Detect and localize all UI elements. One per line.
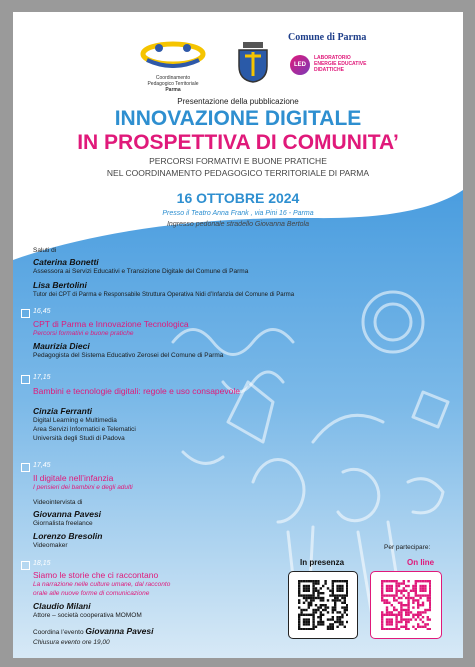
s1-intro: Saluti di [33, 247, 57, 254]
presenza-qr-code[interactable] [298, 580, 348, 630]
s5-subtitle2: orale alle nuove forme di comunicazione [33, 590, 150, 597]
online-qr-code[interactable] [381, 580, 431, 630]
s2-title: CPT di Parma e Innovazione Tecnologica [33, 319, 189, 329]
s4-p1-role: Giornalista freelance [33, 520, 93, 527]
subtitle-line1: PERCORSI FORMATIVI E BUONE PRATICHE [149, 156, 327, 166]
s3-name: Cinzia Ferranti [33, 406, 93, 416]
qr-pattern [298, 580, 348, 630]
s3-role1: Digital Learning e Multimedia [33, 417, 117, 424]
s4-p2-role: Videomaker [33, 542, 68, 549]
s1-time: 16,30 [33, 235, 51, 242]
s2-time: 16,45 [33, 308, 51, 315]
lab-logo-line2: ENERGIE EDUCATIVE [314, 61, 367, 67]
presentation-label: Presentazione della pubblicazione [177, 97, 299, 106]
comune-crest [235, 40, 271, 84]
s5-coord [33, 626, 153, 636]
s3-title: Bambini e tecnologie digitali: regole e uso consapevole [33, 386, 240, 396]
event-entrance: Ingresso pedonale stradello Giovanna Bertola [166, 221, 310, 228]
lab-logo-line3: DIDATTICHE [314, 67, 344, 73]
online-label: On line [407, 558, 435, 567]
lab-logo-mark: LED [290, 55, 310, 75]
subtitle-line2: NEL COORDINAMENTO PEDAGOGICO TERRITORIALE DI PARMA [106, 168, 370, 178]
s2-subtitle: Percorsi formativi e buone pratiche [33, 330, 134, 337]
s2-role: Pedagogista del Sistema Educativo Zerosei del Comune di Parma [33, 352, 224, 359]
coord-logo-line1: Coordinamento [155, 75, 191, 81]
online-qr-frame[interactable] [370, 571, 442, 639]
coord-logo-icon [133, 38, 213, 68]
coord-logo-line2: Pedagogico Territoriale [147, 81, 199, 87]
s4-subtitle: I pensieri dei bambini e degli adulti [33, 484, 133, 491]
time-marker [21, 375, 30, 384]
title-line2: IN PROSPETTIVA DI COMUNITA’ [77, 131, 399, 154]
s1-p1-role: Assessora ai Servizi Educativi e Transizione Digitale del Comune di Parma [33, 268, 249, 275]
s2-name: Maurizia Dieci [33, 341, 90, 351]
s1-p1-name: Caterina Bonetti [33, 257, 99, 267]
s3-role3: Università degli Studi di Padova [33, 435, 125, 442]
s3-time: 17,15 [33, 374, 51, 381]
time-marker [21, 236, 30, 245]
presenza-label: In presenza [300, 558, 345, 567]
s5-closing: Chiusura evento ore 19,00 [33, 639, 110, 646]
presenza-qr-frame[interactable] [288, 571, 358, 639]
s5-title: Siamo le storie che ci raccontano [33, 570, 159, 580]
comune-name: Comune di Parma [288, 32, 367, 43]
coord-logo-line3: Parma [165, 87, 181, 93]
s1-p2-name: Lisa Bertolini [33, 280, 87, 290]
crest-icon [235, 40, 271, 84]
s4-intro: Videointervista di [33, 499, 83, 506]
participate-label: Per partecipare: [384, 544, 431, 551]
title-line1: INNOVAZIONE DIGITALE [114, 107, 362, 130]
s4-p1-name: Giovanna Pavesi [33, 509, 102, 519]
time-marker [21, 463, 30, 472]
s3-role2: Area Servizi Informatici e Telematici [33, 426, 136, 433]
s5-role: Attore – società cooperativa MOMOM [33, 612, 142, 619]
s4-time: 17,45 [33, 462, 51, 469]
s4-p2-name: Lorenzo Bresolin [33, 531, 103, 541]
s4-title: Il digitale nell’infanzia [33, 473, 114, 483]
coord-label: Coordina l’evento [33, 629, 84, 636]
time-marker [21, 561, 30, 570]
event-date: 16 OTTOBRE 2024 [176, 190, 300, 206]
time-marker [21, 309, 30, 318]
lab-logo [290, 53, 380, 83]
s5-time: 18,15 [33, 560, 51, 567]
event-poster [13, 12, 463, 658]
s5-subtitle1: La narrazione nelle culture umane, dal racconto [33, 581, 171, 588]
s1-p2-role: Tutor dei CPT di Parma e Responsabile Struttura Operativa Nidi d’Infanzia del Comune di Parma [33, 291, 295, 298]
lab-logo-line1: LABORATORIO [314, 55, 351, 61]
qr-pattern [381, 580, 431, 630]
event-place: Presso il Teatro Anna Frank , via Pini 16 - Parma [162, 210, 314, 217]
coord-logo [133, 38, 213, 98]
s5-name: Claudio Milani [33, 601, 91, 611]
coord-name: Giovanna Pavesi [85, 626, 154, 636]
